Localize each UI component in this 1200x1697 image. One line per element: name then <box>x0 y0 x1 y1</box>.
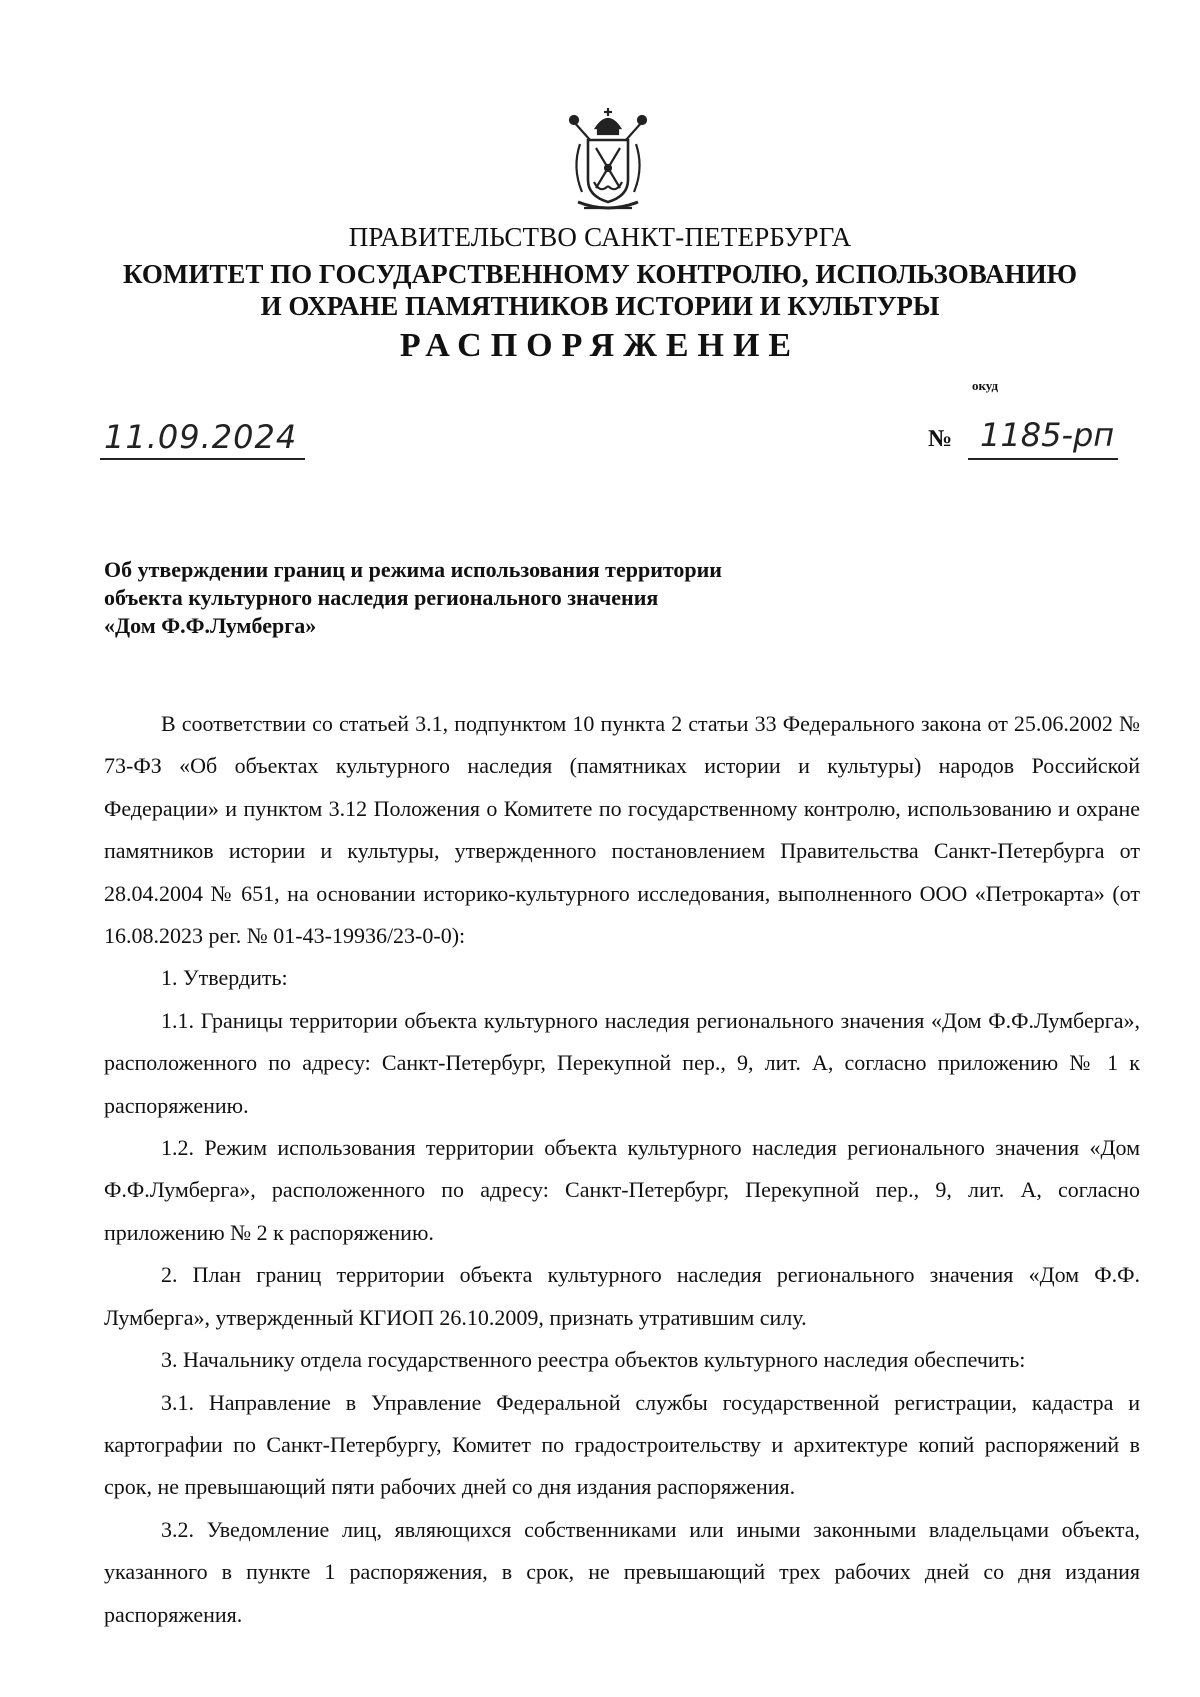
subject-line-2: объекта культурного наследия регионального значения <box>104 585 659 610</box>
clause-2: 2. План границ территории объекта культурного наследия регионального значения «Дом Ф.Ф. Лумберга», утвержденный КГИОП 26.10.2009, признать утратившим силу. <box>104 1262 1140 1330</box>
subject-line-3: «Дом Ф.Ф.Лумберга» <box>104 613 317 638</box>
clause-3: 3. Начальнику отдела государственного реестра объектов культурного наследия обеспечить: <box>161 1347 1026 1373</box>
document-type: РАСПОРЯЖЕНИЕ <box>399 327 801 364</box>
clause-1-2: 1.2. Режим использования территории объекта культурного наследия регионального значения «Дом Ф.Ф.Лумберга», расположенного по адресу: Санкт-Петербург, Перекупной пер., 9, лит. А, согласно приложению № 2 к распоряжению. <box>104 1135 1140 1245</box>
number-sign: № <box>928 426 953 452</box>
committee-title-line-2: И ОХРАНЕ ПАМЯТНИКОВ ИСТОРИИ И КУЛЬТУРЫ <box>260 291 940 321</box>
saint-petersburg-coat-of-arms-icon <box>568 108 648 214</box>
clause-3-2: 3.2. Уведомление лиц, являющихся собственниками или иными законными владельцами объекта, указанного в пункте 1 распоряжения, в срок, не превышающий трех рабочих дней со дня издания распоряжения. <box>104 1516 1140 1627</box>
subject-line-1: Об утверждении границ и режима использования территории <box>104 557 722 582</box>
clause-1-1: 1.1. Границы территории объекта культурного наследия регионального значения «Дом Ф.Ф.Лумберга», расположенного по адресу: Санкт-Петербург, Перекупной пер., 9, лит. А, согласно приложению № 1 к распоряжению. <box>104 1007 1140 1118</box>
clause-3-1: 3.1. Направление в Управление Федеральной службы государственной регистрации, кадастра и картографии по Санкт-Петербургу, Комитет по градостроительству и архитектуре копий распоряжений в срок, не превышающий пяти рабочих дней со дня издания распоряжения. <box>104 1389 1140 1500</box>
clause-1: 1. Утвердить: <box>161 965 288 991</box>
number-underline <box>968 458 1118 460</box>
document-number <box>928 418 1128 462</box>
preamble-paragraph: В соответствии со статьей 3.1, подпунктом 10 пункта 2 статьи 33 Федерального закона от 25.06.2002 № 73-ФЗ «Об объектах культурного наследия (памятниках истории и культуры) народов Российской Федерации» и пунктом 3.12 Положения о Комитете по государственному контролю, использованию и охране памятников истории и культуры, утвержденного постановлением Правительства Санкт-Петербурга от 28.04.2004 № 651, на основании историко-культурного исследования, выполненного ООО «Петрокарта» (от 16.08.2023 рег. № 01-43-19936/23-0-0): <box>104 711 1140 949</box>
date-underline <box>100 458 305 460</box>
document-subject <box>104 556 722 640</box>
document-date <box>100 418 305 462</box>
handwritten-date: 11.09.2024 <box>104 418 298 456</box>
okud-label: окуд <box>972 378 999 393</box>
document-body <box>104 703 1140 1636</box>
government-title: ПРАВИТЕЛЬСТВО САНКТ-ПЕТЕРБУРГА <box>348 222 852 252</box>
handwritten-number: 1185-рп <box>980 416 1115 454</box>
committee-title-line-1: КОМИТЕТ ПО ГОСУДАРСТВЕННОМУ КОНТРОЛЮ, ИСПОЛЬЗОВАНИЮ <box>123 259 1077 289</box>
